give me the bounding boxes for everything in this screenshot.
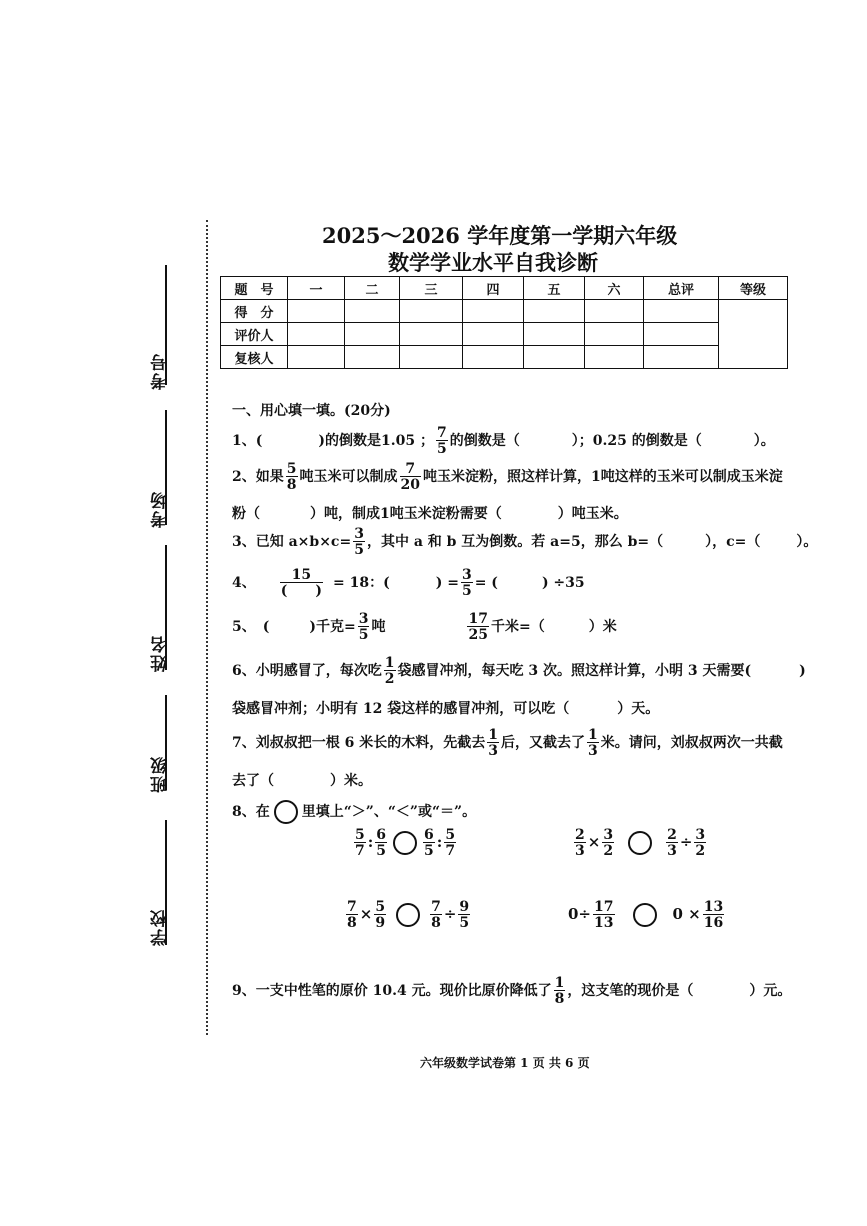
score-cell[interactable] <box>585 323 644 346</box>
question-6-line-2 <box>232 698 659 718</box>
column-header: 六 <box>585 277 644 300</box>
row-header: 评价人 <box>221 323 288 346</box>
fraction: $\frac{6}{5}$ <box>424 827 434 859</box>
column-header: 四 <box>463 277 524 300</box>
q4-text: 4、 <box>232 575 256 591</box>
question-4 <box>232 568 585 598</box>
q2-text: ）吨玉米。 <box>557 506 628 522</box>
q1-text: ）。 <box>753 433 775 449</box>
q1-text: )的倒数是1.05 ； <box>318 433 434 449</box>
score-cell[interactable] <box>400 300 463 323</box>
question-6-line-1 <box>232 656 806 686</box>
fraction: $\frac{7}{8}$ <box>431 899 441 931</box>
fraction: $\frac{1}{3}$ <box>587 727 598 759</box>
score-table-header-row <box>221 277 788 300</box>
page-subtitle: 数学学业水平自我诊断 <box>388 250 598 275</box>
q5-text: 5、 ( <box>232 619 270 635</box>
q4-text: ) ÷35 <box>541 575 585 591</box>
question-2-line-2 <box>232 503 628 523</box>
fraction: $\frac{1}{3}$ <box>488 727 498 759</box>
score-cell[interactable] <box>524 300 585 323</box>
score-cell[interactable] <box>585 346 644 369</box>
column-header: 三 <box>400 277 463 300</box>
score-cell[interactable] <box>288 323 345 346</box>
question-9 <box>232 976 791 1006</box>
fraction: $\frac{3}{5}$ <box>354 526 364 558</box>
question-7-line-2 <box>232 770 372 790</box>
compare-expression-1 <box>352 828 458 858</box>
operator: 0÷ <box>568 905 592 923</box>
operator: ÷ <box>443 905 457 923</box>
compare-circle[interactable] <box>628 831 652 855</box>
fraction: $\frac{9}{5}$ <box>459 899 470 931</box>
fraction: $\frac{3}{5}$ <box>358 611 369 643</box>
operator: ÷ <box>679 833 693 851</box>
page-footer: 六年级数学试卷第 1 页 共 6 页 <box>420 1056 590 1070</box>
q3-text: ），c=（ <box>705 534 761 550</box>
q4-text: = ( <box>474 575 498 591</box>
question-3 <box>232 527 817 557</box>
q2-text: 粉（ <box>232 506 260 522</box>
fraction: $\frac{7}{20}$ <box>400 461 420 493</box>
score-cell[interactable] <box>345 300 400 323</box>
operator: : <box>436 833 443 851</box>
score-cell[interactable] <box>524 323 585 346</box>
q3-text: ）。 <box>796 534 818 550</box>
score-cell[interactable] <box>288 300 345 323</box>
q3-text: 3、已知 a×b×c= <box>232 534 352 550</box>
row-header: 复核人 <box>221 346 288 369</box>
score-cell[interactable] <box>524 346 585 369</box>
q6-text: 6、小明感冒了，每次吃 <box>232 663 382 679</box>
evaluator-row <box>221 323 788 346</box>
page-title: 2025～2026 学年度第一学期六年级 <box>322 223 678 248</box>
row-header: 题 号 <box>221 277 288 300</box>
fraction: $\frac{5}{7}$ <box>355 827 365 859</box>
fraction: $\frac{5}{9}$ <box>375 899 386 931</box>
sidebar-exam-room-label: 考场 <box>151 490 171 528</box>
fraction: $\frac{1}{8}$ <box>554 975 565 1007</box>
q7-text: 去了（ <box>232 773 274 789</box>
fraction: $\frac{3}{5}$ <box>461 567 472 599</box>
compare-circle[interactable] <box>393 831 417 855</box>
fraction: $\frac{2}{3}$ <box>667 827 677 859</box>
q5-text: ）米 <box>588 619 617 635</box>
sidebar-class-label: 班级 <box>151 755 171 793</box>
score-cell[interactable] <box>463 323 524 346</box>
fraction: $\frac{7}{8}$ <box>347 899 357 931</box>
fraction: $\frac{1}{2}$ <box>384 655 395 687</box>
q4-text: = 18：( <box>333 575 390 591</box>
row-header: 得 分 <box>221 300 288 323</box>
section-title: 一、用心填一填。(20分) <box>232 403 391 419</box>
compare-expression-3 <box>344 900 472 930</box>
q2-text: 吨玉米可以制成 <box>299 469 398 485</box>
operator: 0 × <box>672 905 701 923</box>
q7-text: 后，又截去了 <box>500 735 585 751</box>
grade-header: 等级 <box>719 277 788 300</box>
question-7-line-1 <box>232 728 783 758</box>
fraction: $\frac{5}{7}$ <box>445 827 456 859</box>
q1-text: ）；0.25 的倒数是（ <box>571 433 702 449</box>
q2-text: 吨玉米淀粉，照这样计算，1吨这样的玉米可以制成玉米淀 <box>422 469 783 485</box>
q7-text: 米。请问，刘叔叔两次一共截 <box>600 735 783 751</box>
binding-dotted-line <box>206 220 208 1035</box>
fraction: $\frac{3}{2}$ <box>695 827 706 859</box>
q4-text: ) = <box>435 575 459 591</box>
q6-text: 袋感冒冲剂，每天吃 3 次。照这样计算，小明 3 天需要( <box>397 663 752 679</box>
operator: : <box>367 833 374 851</box>
score-cell[interactable] <box>288 346 345 369</box>
q9-text: ，这支笔的现价是（ <box>567 983 694 999</box>
compare-circle[interactable] <box>396 903 420 927</box>
q8-text: 里填上“＞”、“＜”或“＝”。 <box>301 804 477 820</box>
reviewer-row <box>221 346 788 369</box>
q2-text: ）吨，制成1吨玉米淀粉需要（ <box>310 506 502 522</box>
q5-text: 千米=（ <box>490 619 545 635</box>
compare-expression-4 <box>568 900 726 930</box>
fraction: $\frac{3}{2}$ <box>603 827 614 859</box>
fraction: $\frac{17}{13}$ <box>594 899 614 931</box>
score-cell[interactable] <box>463 346 524 369</box>
question-5 <box>232 612 617 642</box>
compare-expression-2 <box>572 828 708 858</box>
score-cell[interactable] <box>585 300 644 323</box>
score-cell[interactable] <box>644 346 719 369</box>
q8-text: 8、在 <box>232 804 270 820</box>
circle-icon <box>274 800 298 824</box>
question-8 <box>232 800 476 824</box>
q1-text: 1、( <box>232 433 263 449</box>
fraction: $\frac{5}{8}$ <box>286 461 297 493</box>
score-cell[interactable] <box>644 300 719 323</box>
column-header: 一 <box>288 277 345 300</box>
q3-text: ，其中 a 和 b 互为倒数。若 a=5，那么 b=（ <box>366 534 664 550</box>
question-1 <box>232 426 775 456</box>
fraction: $\frac{15}{( )}$ <box>280 567 322 599</box>
q6-text: ）天。 <box>617 701 660 717</box>
score-table <box>220 276 788 369</box>
q6-text: 袋感冒冲剂；小明有 12 袋这样的感冒冲剂，可以吃（ <box>232 701 570 717</box>
q6-text: ) <box>799 663 806 679</box>
column-header: 二 <box>345 277 400 300</box>
compare-circle[interactable] <box>633 903 657 927</box>
operator: × <box>359 905 373 923</box>
sidebar-name-label: 姓名 <box>151 634 171 672</box>
score-cell[interactable] <box>400 323 463 346</box>
q1-text: 的倒数是（ <box>449 433 520 449</box>
score-cell[interactable] <box>345 346 400 369</box>
grade-cell[interactable] <box>719 300 788 369</box>
q9-text: 9、一支中性笔的原价 10.4 元。现价比原价降低了 <box>232 983 552 999</box>
sidebar-exam-no-label: 考号 <box>151 352 171 390</box>
score-cell[interactable] <box>345 323 400 346</box>
score-row <box>221 300 788 323</box>
fraction: $\frac{2}{3}$ <box>575 827 585 859</box>
fraction: $\frac{17}{25}$ <box>468 611 488 643</box>
q2-text: 2、如果 <box>232 469 284 485</box>
fraction: $\frac{6}{5}$ <box>376 827 387 859</box>
score-cell[interactable] <box>400 346 463 369</box>
score-cell[interactable] <box>644 323 719 346</box>
sidebar-school-label: 学校 <box>151 908 171 946</box>
fraction: $\frac{7}{5}$ <box>436 425 447 457</box>
q5-text: 吨 <box>371 619 386 635</box>
column-header: 总评 <box>644 277 719 300</box>
column-header: 五 <box>524 277 585 300</box>
q5-text: )千克= <box>309 619 356 635</box>
question-2-line-1 <box>232 462 783 492</box>
q7-text: ）米。 <box>330 773 372 789</box>
fraction: $\frac{13}{16}$ <box>703 899 724 931</box>
q7-text: 7、刘叔叔把一根 6 米长的木料，先截去 <box>232 735 486 751</box>
q9-text: ）元。 <box>749 983 792 999</box>
operator: × <box>587 833 601 851</box>
score-cell[interactable] <box>463 300 524 323</box>
